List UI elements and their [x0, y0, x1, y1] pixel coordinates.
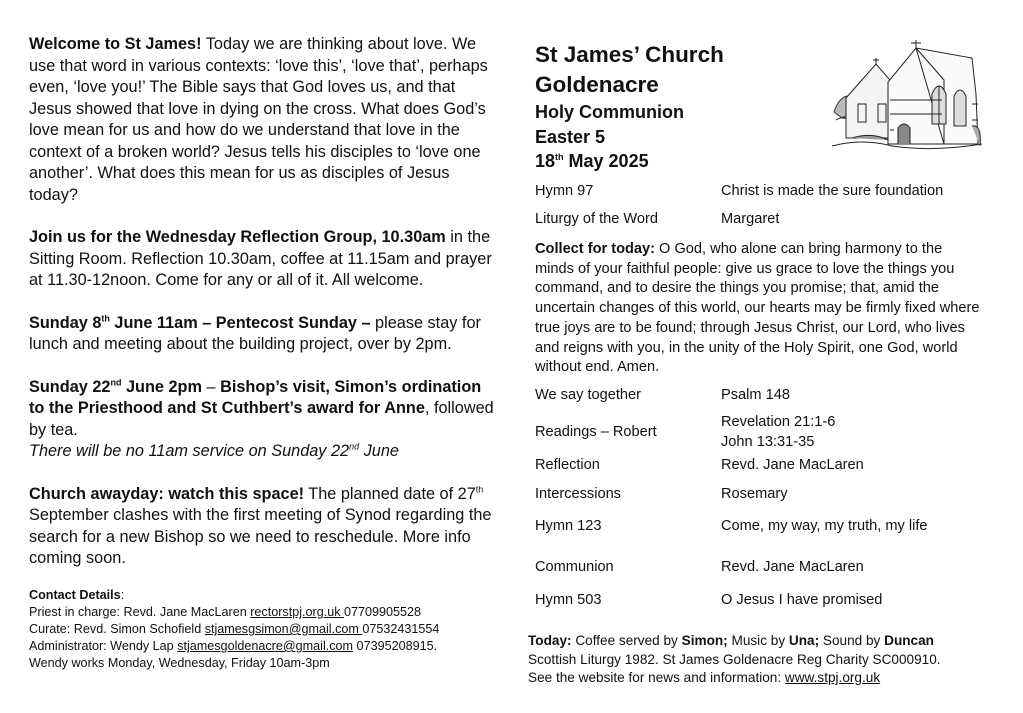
bishop-visit-detail: Bishop’s visit, Simon’s ordination to the Priesthood and St Cuthbert’s award for Anne [29, 377, 482, 417]
order-detail: Revelation 21:1-6 John 13:31-35 [721, 414, 836, 450]
collect-text: O God, who alone can bring harmony to the minds of your faithful people: give us grace to love the things you command, and to desire the things you promise; that, amid the uncertain changes of this world, our hearts may be firmly fixed where true joys are to be found; through Jesus Christ, our Lord, who lives and reigns with you, in the unity of the Holy Spirit, one God, world without end. Amen. [535, 241, 980, 376]
order-row-readings [535, 413, 985, 453]
order-item: Reflection [535, 457, 600, 473]
contact-curate: Curate: Revd. Simon Schofield stjamesgsimon@gmail.com 07532431554 [29, 622, 440, 636]
no-service-note: There will be no 11am service on Sunday 22nd June [29, 441, 399, 460]
service-footer [528, 632, 998, 688]
order-item: Hymn 97 [535, 183, 594, 199]
reflection-group-heading: Join us for the Wednesday Reflection Group, 10.30am [29, 228, 446, 246]
reflection-group-paragraph [29, 227, 497, 292]
order-detail: Psalm 148 [721, 387, 790, 403]
reflection-group-text: in the Sitting Room. Reflection 10.30am, coffee at 11.15am and prayer at 11.30-12noon. Come for any or all of it. All welcome. [29, 228, 492, 289]
curate-email-link[interactable]: stjamesgsimon@gmail.com [204, 622, 363, 636]
admin-email-link[interactable]: stjamesgoldenacre@gmail.com [177, 639, 354, 653]
contact-heading-line: Contact Details: [29, 588, 125, 602]
collect-heading: Collect for today: [535, 241, 655, 257]
order-item: Readings – Robert [535, 424, 657, 440]
welcome-paragraph [29, 34, 497, 206]
priest-email-link[interactable]: rectorstpj.org.uk [250, 605, 344, 619]
bishop-visit-text: , followed by tea. [29, 399, 494, 439]
order-item: Hymn 123 [535, 518, 602, 534]
order-detail: Rosemary [721, 486, 788, 502]
awayday-heading: Church awayday: watch this space! [29, 484, 305, 503]
notices-column [29, 34, 497, 570]
service-date: 18th May 2025 [535, 151, 649, 171]
order-detail: Margaret [721, 211, 780, 227]
website-link[interactable]: www.stpj.org.uk [784, 670, 881, 685]
pentecost-heading: Sunday 8th June 11am – Pentecost Sunday – [29, 313, 371, 332]
church-drawing-icon [832, 34, 982, 156]
order-item: Hymn 503 [535, 592, 602, 608]
order-item: Communion [535, 559, 614, 575]
contact-administrator: Administrator: Wendy Lap stjamesgoldenacre@gmail.com 07395208915. [29, 639, 438, 653]
awayday-text: September clashes with the first meeting of Synod regarding the search for a new Bishop so we need to reschedule. More info coming soon. [29, 506, 492, 567]
order-item: Intercessions [535, 486, 621, 502]
order-detail: Revd. Jane MacLaren [721, 559, 864, 575]
contact-priest: Priest in charge: Revd. Jane MacLaren rectorstpj.org.uk 07709905528 [29, 605, 422, 619]
bishop-visit-paragraph: Sunday 22nd June 2pm – Bishop’s visit, Simon’s ordination to the Priesthood and St Cuthbert’s award for Anne, followed by tea. [29, 377, 494, 439]
admin-hours: Wendy works Monday, Wednesday, Friday 10am-3pm [29, 656, 330, 670]
pentecost-paragraph [29, 313, 497, 356]
order-detail: Revd. Jane MacLaren [721, 457, 864, 473]
collect-paragraph [535, 240, 985, 378]
bishop-visit-heading: Sunday 22nd June 2pm [29, 377, 202, 396]
welcome-text: Today we are thinking about love. We use that word in various contexts: ‘love this’, ‘love that’, perhaps even, ‘love you!’ The Bible says that God loves us, and that Jesus showed that love in dying on the cross. What does God’s love mean for us and how do we understand that love in the context of a broken world? Jesus tells his disciples to ‘love one another’. What does this mean for us as disciples of Jesus today? [29, 35, 488, 204]
welcome-heading: Welcome to St James! [29, 35, 202, 53]
church-title: St James’ Church Goldenacre [535, 42, 724, 97]
service-name: Holy Communion [535, 102, 684, 122]
order-detail: Come, my way, my truth, my life [721, 518, 928, 534]
pentecost-text: please stay for lunch and meeting about the building project, over by 2pm. [29, 313, 481, 353]
order-item: We say together [535, 387, 641, 403]
order-detail: Christ is made the sure foundation [721, 183, 944, 199]
contact-heading: Contact Details [29, 588, 121, 602]
season: Easter 5 [535, 126, 606, 147]
contact-details [29, 587, 499, 672]
awayday-paragraph: Church awayday: watch this space! The planned date of 27th September clashes with the first meeting of Synod regarding the search for a new Bishop so we need to reschedule. More info coming soon. [29, 484, 492, 567]
website-line: See the website for news and information: www.stpj.org.uk [528, 670, 881, 685]
liturgy-charity-line: Scottish Liturgy 1982. St James Goldenacre Reg Charity SC000910. [528, 651, 941, 667]
today-line: Today: Coffee served by Simon; Music by Una; Sound by Duncan [528, 633, 934, 648]
order-detail: O Jesus I have promised [721, 592, 883, 608]
today-label: Today: [528, 633, 572, 648]
order-item: Liturgy of the Word [535, 211, 659, 227]
